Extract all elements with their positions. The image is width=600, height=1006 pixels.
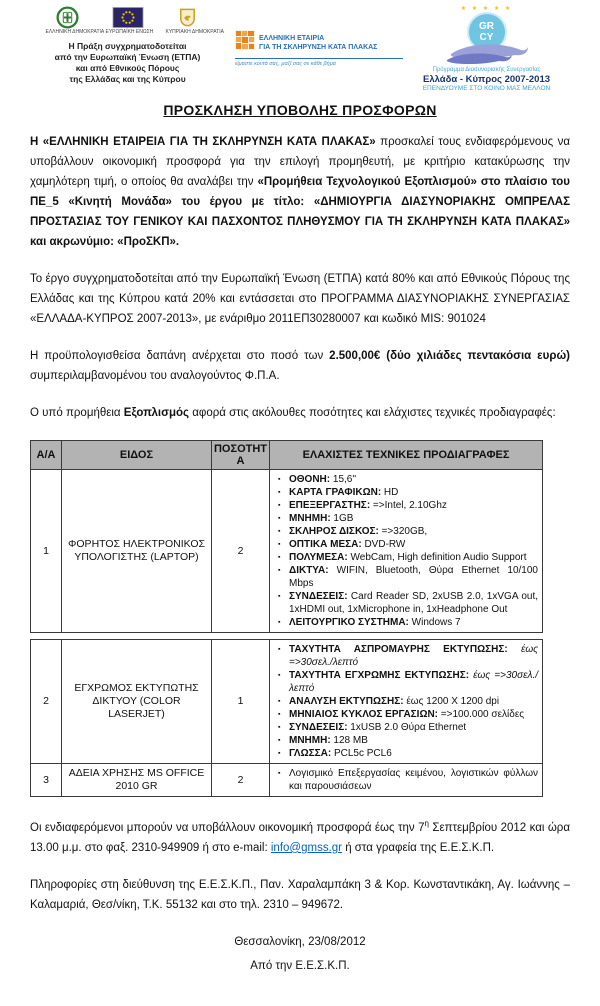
signoff-line: Από την Ε.Ε.Σ.Κ.Π. bbox=[250, 959, 350, 972]
greek-republic-logo-cell bbox=[45, 6, 105, 36]
intro-paragraph bbox=[30, 132, 570, 252]
row3-item: ΑΔΕΙΑ ΧΡΗΣΗΣ MS OFFICE 2010 GR bbox=[62, 764, 212, 797]
equipment-table-part2 bbox=[30, 639, 543, 797]
spec-item: ▪ ΣΚΛΗΡΟΣ ΔΙΣΚΟΣ: =>320GB, bbox=[289, 525, 538, 538]
spec-item: ▪ ΕΠΕΞΕΡΓΑΣΤΗΣ: =>Intel, 2.10Ghz bbox=[289, 499, 538, 512]
funding-paragraph: Το έργο συγχρηματοδοτείται από την Ευρωπαϊκή Ένωση (ΕΤΠΑ) κατά 80% και από Εθνικούς Πόρους της Ελλάδας και της Κύπρου κατά 20% και εντάσσεται στο ΠΡΟΓΡΑΜΜΑ ΔΙΑΣΥΝΟΡΙΑΚΗΣ ΣΥΝΕΡΓΑΣΙΑΣ «ΕΛΛΑΔΑ-ΚΥΠΡΟΣ 2007-2013», με ενάριθμο 2011ΕΠ30280007 και κωδικό MIS: 901024 bbox=[30, 273, 570, 325]
cofinancing-line: Η Πράξη συγχρηματοδοτείται bbox=[68, 40, 187, 51]
gmss-divider bbox=[235, 58, 403, 59]
page-title: ΠΡΟΣΚΛΗΣΗ ΥΠΟΒΟΛΗΣ ΠΡΟΣΦΟΡΩΝ bbox=[163, 102, 437, 118]
spec-item: ▪ ΟΠΤΙΚΑ ΜΕΣΑ: DVD-RW bbox=[289, 538, 538, 551]
spec-item: ▪ ΜΝΗΜΗ: 128 MB bbox=[289, 734, 538, 747]
gmss-org-name-line1: ΕΛΛΗΝΙΚΗ ΕΤΑΙΡΙΑ bbox=[259, 34, 325, 42]
spec-item: ▪ ΠΟΛΥΜΕΣΑ: WebCam, High definition Audio Support bbox=[289, 551, 538, 564]
project-title-text: «Προμήθεια Τεχνολογικού Εξοπλισμού» στο πλαίσιο του ΠΕ_5 «Κινητή Μονάδα» του έργου με τίτλο: «ΔΗΜΙΟΥΡΓΙΑ ΔΙΑΣΥΝΟΡΙΑΚΗΣ ΟΜΠΡΕΛΑΣ ΠΡΟΣΤΑΣΙΑΣ ΤΟΥ ΓΕΝΙΚΟΥ ΚΑΙ ΠΑΣΧΟΝΤΟΣ ΠΛΗΘΥΣΜΟΥ ΓΙΑ ΤΗ ΣΚΛΗΡΥΝΣΗ ΚΑΤΑ ΠΛΑΚΑΣ» και ακρωνύμιο: «ΠροΣΚΠ». bbox=[30, 176, 570, 248]
gmss-tagline: είμαστε κοντά σας, μαζί σας σε κάθε βήμα bbox=[235, 61, 336, 67]
row3-specs bbox=[270, 764, 543, 797]
cofinancing-line: και από Εθνικούς Πόρους bbox=[75, 62, 180, 73]
spec-item: ▪ ΑΝΑΛΥΣΗ ΕΚΤΥΠΩΣΗΣ: έως 1200 X 1200 dpi bbox=[289, 695, 538, 708]
submission-text2: Σεπτεμβρίου 2012 και ώρα 13.00 μ.μ. στο φαξ. 2310-949909 ή στο e-mail: bbox=[30, 821, 570, 854]
eu-caption: ΕΥΡΩΠΑΪΚΗ ΕΝΩΣΗ bbox=[105, 29, 154, 35]
national-logos-row bbox=[30, 6, 225, 36]
place-date-line: Θεσσαλονίκη, 23/08/2012 bbox=[234, 935, 366, 948]
org-name-text: Η «ΕΛΛΗΝΙΚΗ ΕΤΑΙΡΕΙΑ ΓΙΑ ΤΗ ΣΚΛΗΡΥΝΣΗ ΚΑΤΑ ΠΛΑΚΑΣ» bbox=[30, 136, 376, 148]
grcy-badge-icon bbox=[445, 6, 529, 66]
gmss-org-name bbox=[259, 34, 377, 52]
spec-item: ▪ ΣΥΝΔΕΣΕΙΣ: 1xUSB 2.0 Θύρα Ethernet bbox=[289, 721, 538, 734]
submission-text3: ή στα γραφεία της Ε.Ε.Σ.Κ.Π. bbox=[342, 841, 495, 854]
spec-item: ▪ ΜΗΝΙΑΙΟΣ ΚΥΚΛΟΣ ΕΡΓΑΣΙΩΝ: =>100.000 σελίδες bbox=[289, 708, 538, 721]
row1-qty: 2 bbox=[212, 470, 270, 633]
budget-amount: 2.500,00€ (δύο χιλιάδες πεντακόσια ευρώ) bbox=[329, 350, 570, 362]
grcy-programme-motto: ΕΠΕΝΔΥΟΥΜΕ ΣΤΟ ΚΟΙΝΟ ΜΑΣ ΜΕΛΛΟΝ bbox=[422, 85, 551, 92]
cyprus-emblem-icon bbox=[166, 6, 210, 29]
row3-num: 3 bbox=[31, 764, 62, 797]
row2-specs bbox=[270, 640, 543, 764]
cofinancing-line: της Ελλάδας και της Κύπρου bbox=[69, 73, 186, 84]
cyprus-logo-cell bbox=[165, 6, 224, 36]
greek-republic-emblem-icon bbox=[46, 6, 90, 29]
equipment-table-part1 bbox=[30, 440, 543, 633]
spec-item: ▪ ΟΘΟΝΗ: 15,6'' bbox=[289, 473, 538, 486]
email-link[interactable]: info@gmss.gr bbox=[270, 841, 342, 854]
spec-item: ▪ ΤΑΧΥΤΗΤΑ ΕΓΧΡΩΜΗΣ ΕΚΤΥΠΩΣΗΣ: έως =>30σελ./λεπτό bbox=[289, 669, 538, 695]
row2-num: 2 bbox=[31, 640, 62, 764]
row2-qty: 1 bbox=[212, 640, 270, 764]
gmss-org-name-line2: ΓΙΑ ΤΗ ΣΚΛΗΡΥΝΣΗ ΚΑΤΑ ΠΛΑΚΑΣ bbox=[259, 43, 378, 51]
spec-item: ▪ ΤΑΧΥΤΗΤΑ ΑΣΠΡΟΜΑΥΡΗΣ ΕΚΤΥΠΩΣΗΣ: έως =>30σελ./λεπτό bbox=[289, 643, 538, 669]
col-header-item: ΕΙΔΟΣ bbox=[62, 441, 212, 470]
table-row bbox=[31, 764, 543, 797]
row1-specs bbox=[270, 470, 543, 633]
col-header-specs: ΕΛΑΧΙΣΤΕΣ ΤΕΧΝΙΚΕΣ ΠΡΟΔΙΑΓΡΑΦΕΣ bbox=[270, 441, 543, 470]
row1-item: ΦΟΡΗΤΟΣ ΗΛΕΚΤΡΟΝΙΚΟΣ ΥΠΟΛΟΓΙΣΤΗΣ (LAPTOP) bbox=[62, 470, 212, 633]
funding-logos-block bbox=[30, 6, 225, 94]
spec-item: ▪ ΓΛΩΣΣΑ: PCL5c PCL6 bbox=[289, 747, 538, 760]
col-header-qty: ΠΟΣΟΤΗΤΑ bbox=[212, 441, 270, 470]
grcy-stars-icon: ★ ★ ★ ★ ★ bbox=[460, 6, 513, 12]
row1-num: 1 bbox=[31, 470, 62, 633]
dolphins-icon bbox=[445, 40, 529, 66]
grcy-badge-gr: GR bbox=[479, 21, 494, 32]
budget-paragraph bbox=[30, 346, 570, 386]
budget-text: Η προϋπολογισθείσα δαπάνη ανέρχεται στο ποσό των bbox=[30, 350, 330, 362]
cyprus-caption: ΚΥΠΡΙΑΚΗ ΔΗΜΟΚΡΑΤΙΑ bbox=[165, 29, 224, 35]
spec-item: ▪ ΔΙΚΤΥΑ: WIFIN, Bluetooth, Θύρα Ethernet 10/100 Mbps bbox=[289, 564, 538, 590]
submission-text: Οι ενδιαφερόμενοι μπορούν να υποβάλλουν οικονομική προσφορά έως την 7 bbox=[30, 821, 425, 834]
table-row bbox=[31, 640, 543, 764]
contact-info-paragraph: Πληροφορίες στη διεύθυνση της Ε.Ε.Σ.Κ.Π., Παν. Χαραλαμπάκη 3 & Κορ. Κωνσταντικάκη, Αγ. Ιωάννης – Καλαμαριά, Θεσ/νίκη, Τ.Κ. 55132 και στο τηλ. 2310 – 949672. bbox=[30, 878, 570, 911]
ordinal-superscript: η bbox=[424, 819, 429, 828]
eu-logo-cell bbox=[105, 6, 154, 36]
row3-qty: 2 bbox=[212, 764, 270, 797]
equipment-intro-paragraph bbox=[30, 403, 570, 423]
table-header-row bbox=[31, 441, 543, 470]
submission-paragraph bbox=[30, 814, 570, 858]
intro-text: προσκαλεί τους ενδιαφερόμενους να υποβάλλουν οικονομική προσφορά για την επιλογή προμηθευτή, με κριτήριο κατακύρωσης την χαμηλότερη τιμή, ο οποίος θα αναλάβει την bbox=[30, 136, 570, 188]
document-header bbox=[30, 6, 570, 94]
grcy-programme-subtitle: Πρόγραμμα Διασυνοριακής Συνεργασίας bbox=[432, 67, 541, 73]
col-header-num: Α/Α bbox=[31, 441, 62, 470]
eu-flag-icon bbox=[106, 6, 150, 29]
spec-item: ▪ ΣΥΝΔΕΣΕΙΣ: Card Reader SD, 2xUSB 2.0, 1xVGA out, 1xHDMI out, 1xMicrophone in, 1xHeadphone Out bbox=[289, 590, 538, 616]
gmss-logo-block bbox=[235, 6, 403, 94]
grcy-programme-block bbox=[403, 6, 570, 94]
cofinancing-line: από την Ευρωπαϊκή Ένωση (ΕΤΠΑ) bbox=[54, 51, 201, 62]
grcy-badge-cy: CY bbox=[479, 32, 494, 43]
cofinancing-note bbox=[30, 41, 225, 85]
spec-item: ▪ ΚΑΡΤΑ ΓΡΑΦΙΚΩΝ: HD bbox=[289, 486, 538, 499]
table-row bbox=[31, 470, 543, 633]
greek-republic-caption: ΕΛΛΗΝΙΚΗ ΔΗΜΟΚΡΑΤΙΑ bbox=[45, 29, 105, 35]
equipment-intro-tail: αφορά στις ακόλουθες ποσότητες και ελάχιστες τεχνικές προδιαγραφές: bbox=[189, 407, 556, 419]
equipment-word: Εξοπλισμός bbox=[123, 407, 190, 419]
grcy-programme-title: Ελλάδα - Κύπρος 2007-2013 bbox=[422, 74, 551, 85]
spec-item: ▪ ΜΝΗΜΗ: 1GB bbox=[289, 512, 538, 525]
spec-item: ▪ Λογισμικό Επεξεργασίας κειμένου, λογιστικών φύλλων και παρουσιάσεων bbox=[289, 767, 538, 793]
row2-item: ΕΓΧΡΩΜΟΣ ΕΚΤΥΠΩΤΗΣ ΔΙΚΤΥΟΥ (COLOR LASERJET) bbox=[62, 640, 212, 764]
gmss-mosaic-icon bbox=[235, 30, 255, 55]
budget-vat-text: συμπεριλαμβανομένου του αναλογούντος Φ.Π.Α. bbox=[30, 370, 280, 382]
equipment-intro-text: Ο υπό προμήθεια bbox=[30, 407, 124, 419]
spec-item: ▪ ΛΕΙΤΟΥΡΓΙΚΟ ΣΥΣΤΗΜΑ: Windows 7 bbox=[289, 616, 538, 629]
